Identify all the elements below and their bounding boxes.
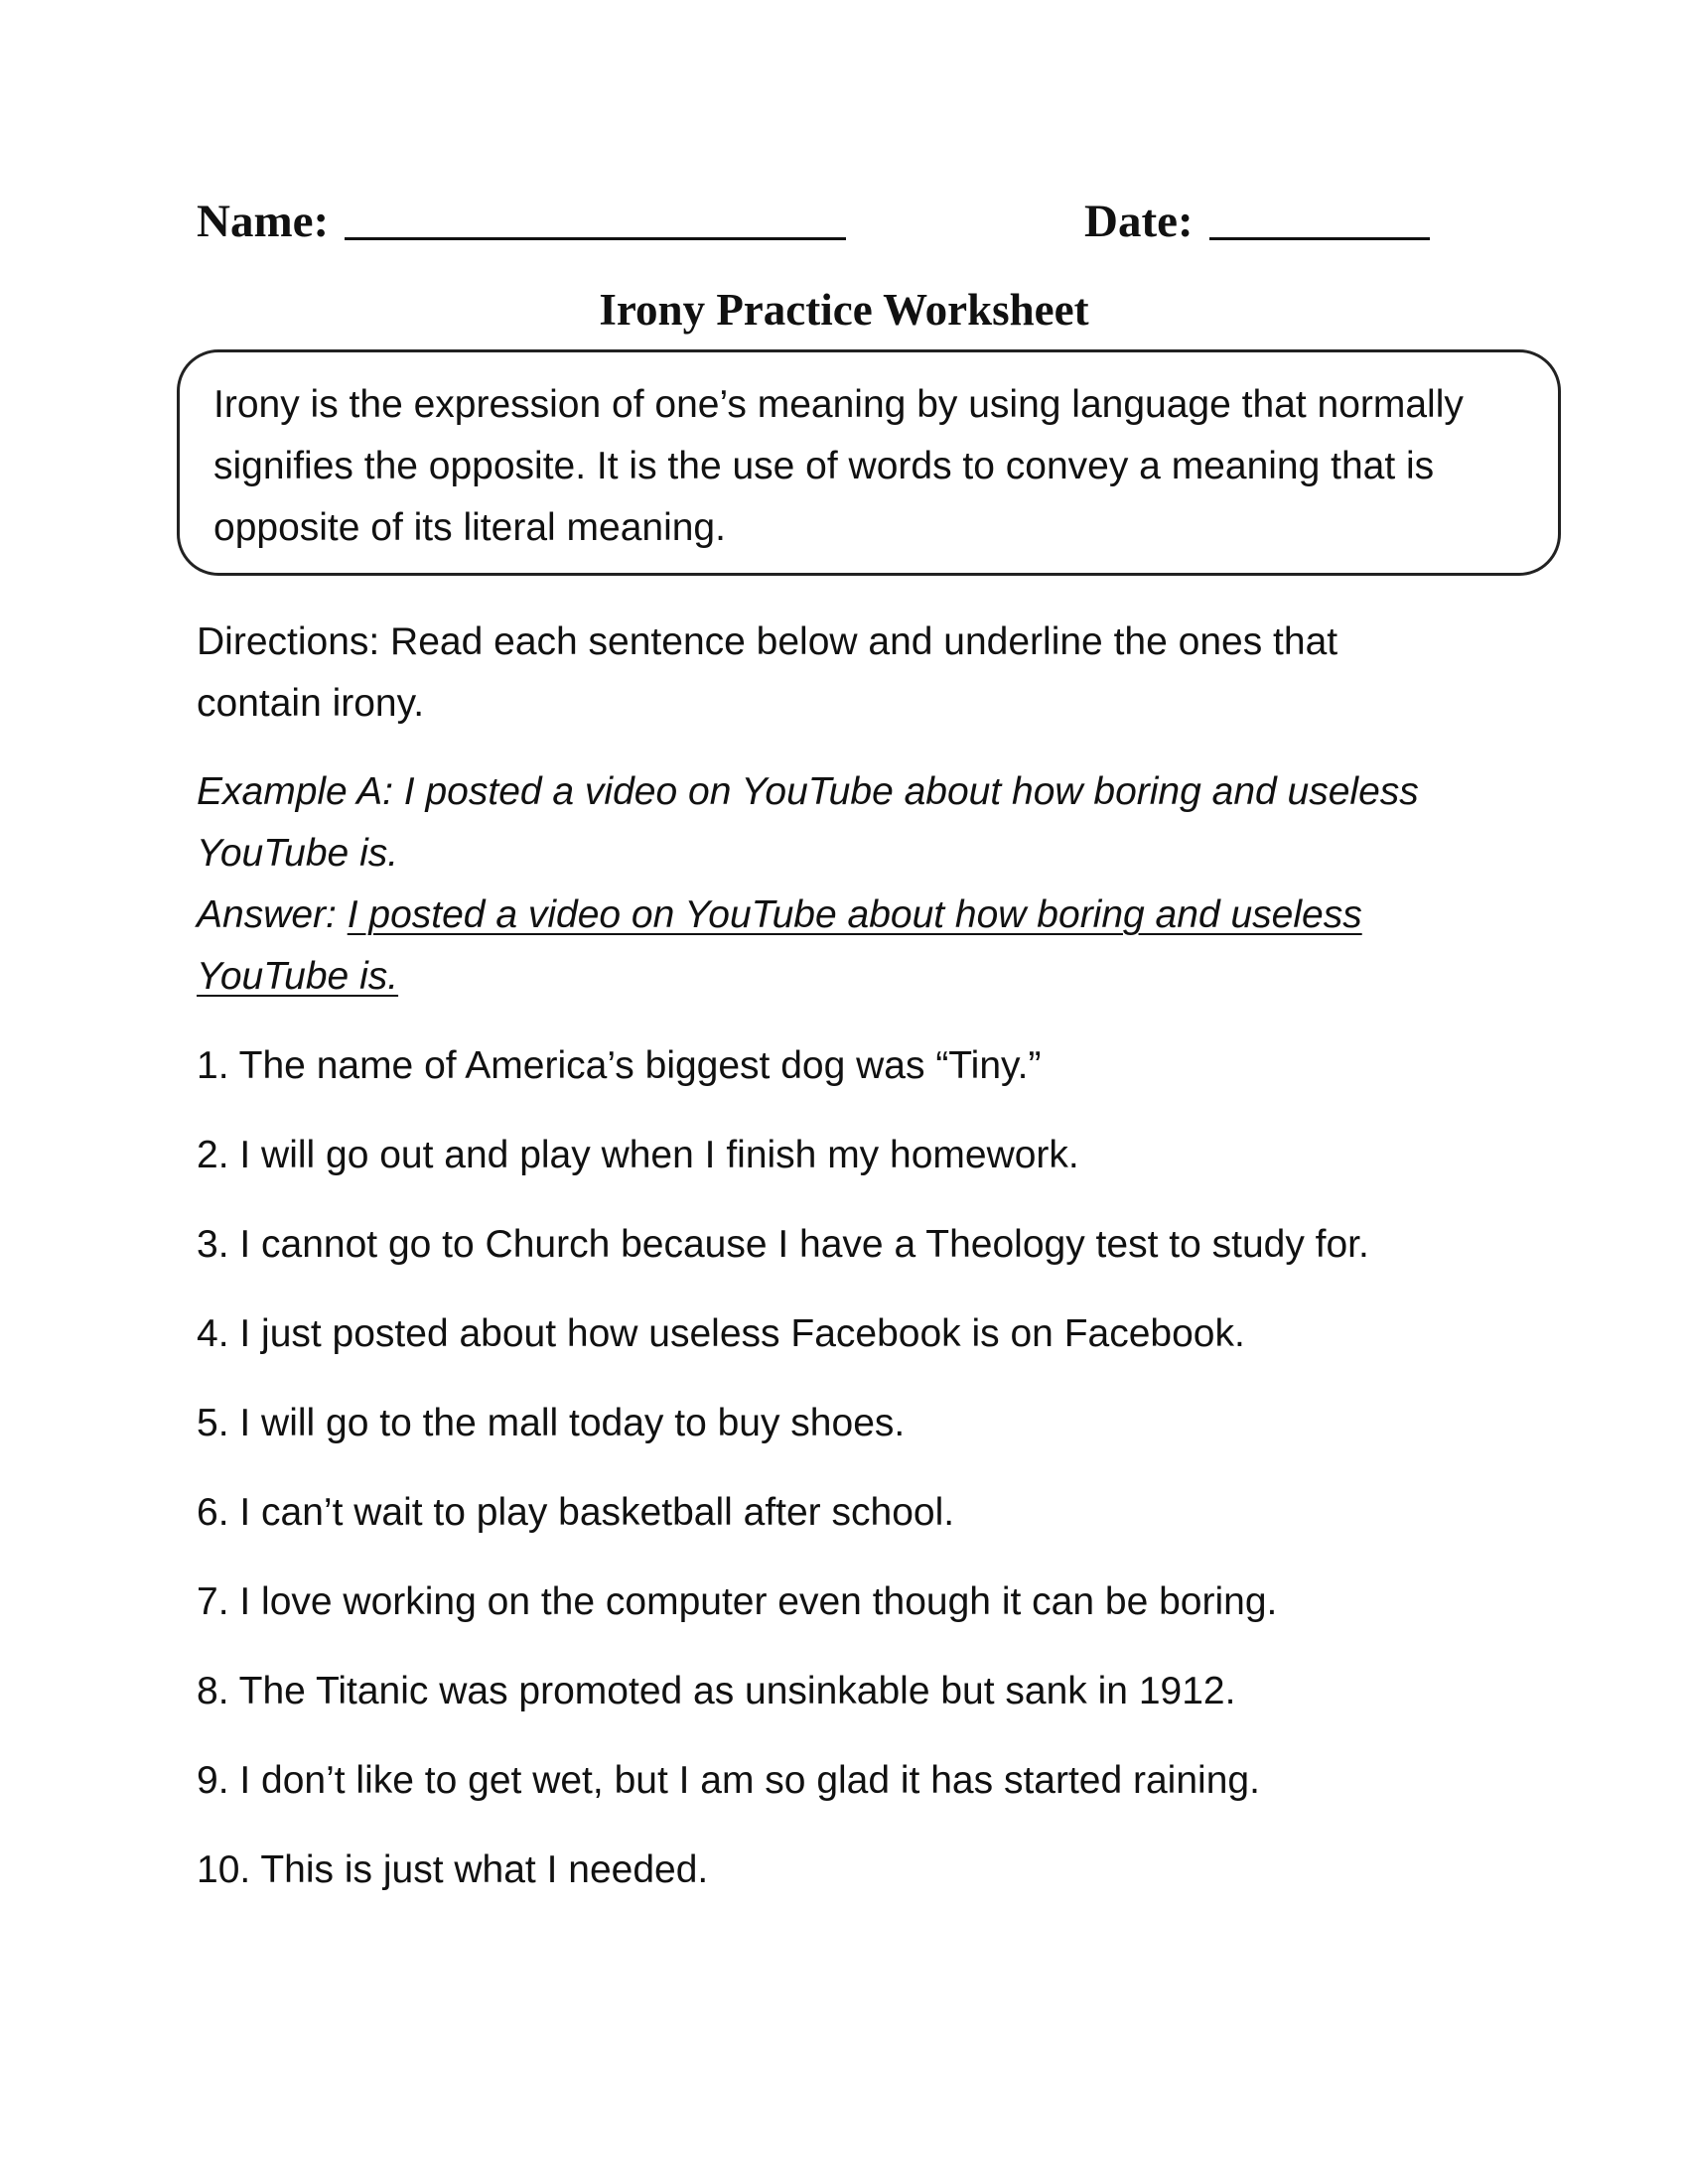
name-field[interactable] — [197, 189, 846, 248]
date-label: Date: — [1084, 196, 1194, 247]
sentence-item[interactable]: 4. I just posted about how useless Facebook is on Facebook. — [197, 1312, 1245, 1355]
name-blank-line[interactable] — [345, 236, 846, 240]
sentence-item[interactable]: 6. I can’t wait to play basketball after school. — [197, 1491, 955, 1534]
sentence-item[interactable]: 10. This is just what I needed. — [197, 1848, 709, 1891]
sentence-item[interactable]: 3. I cannot go to Church because I have a Theology test to study for. — [197, 1223, 1369, 1266]
directions-line: contain irony. — [197, 682, 425, 725]
answer-underlined-text: I posted a video on YouTube about how boring and useless — [347, 893, 1362, 936]
sentence-item[interactable]: 1. The name of America’s biggest dog was “Tiny.” — [197, 1044, 1042, 1087]
sentence-list — [197, 1035, 1547, 1929]
sentence-item[interactable]: 5. I will go to the mall today to buy shoes. — [197, 1402, 906, 1444]
answer-label: Answer: — [197, 893, 348, 936]
sentence-item[interactable]: 9. I don’t like to get wet, but I am so glad it has started raining. — [197, 1759, 1260, 1802]
example-block — [197, 761, 1547, 1008]
definition-box — [177, 349, 1561, 576]
name-label: Name: — [197, 196, 330, 247]
definition-line: Irony is the expression of one’s meaning by using language that normally — [213, 383, 1464, 426]
example-answer-line — [197, 885, 1547, 946]
worksheet-title: Irony Practice Worksheet — [599, 285, 1089, 335]
sentence-item[interactable]: 8. The Titanic was promoted as unsinkable but sank in 1912. — [197, 1670, 1236, 1712]
sentence-item[interactable]: 2. I will go out and play when I finish my homework. — [197, 1134, 1079, 1176]
date-field[interactable] — [1084, 189, 1430, 248]
date-blank-line[interactable] — [1209, 236, 1430, 240]
example-sentence-line: Example A: I posted a video on YouTube about how boring and useless — [197, 770, 1419, 813]
example-sentence-line: YouTube is. — [197, 832, 399, 875]
example-answer-line — [197, 946, 1547, 1008]
definition-line: signifies the opposite. It is the use of words to convey a meaning that is — [213, 445, 1435, 487]
answer-underlined-text: YouTube is. — [197, 955, 399, 998]
directions-line: Directions: Read each sentence below and underline the ones that — [197, 620, 1338, 663]
sentence-item[interactable]: 7. I love working on the computer even though it can be boring. — [197, 1580, 1278, 1623]
directions — [197, 612, 1547, 735]
definition-line: opposite of its literal meaning. — [213, 506, 726, 549]
